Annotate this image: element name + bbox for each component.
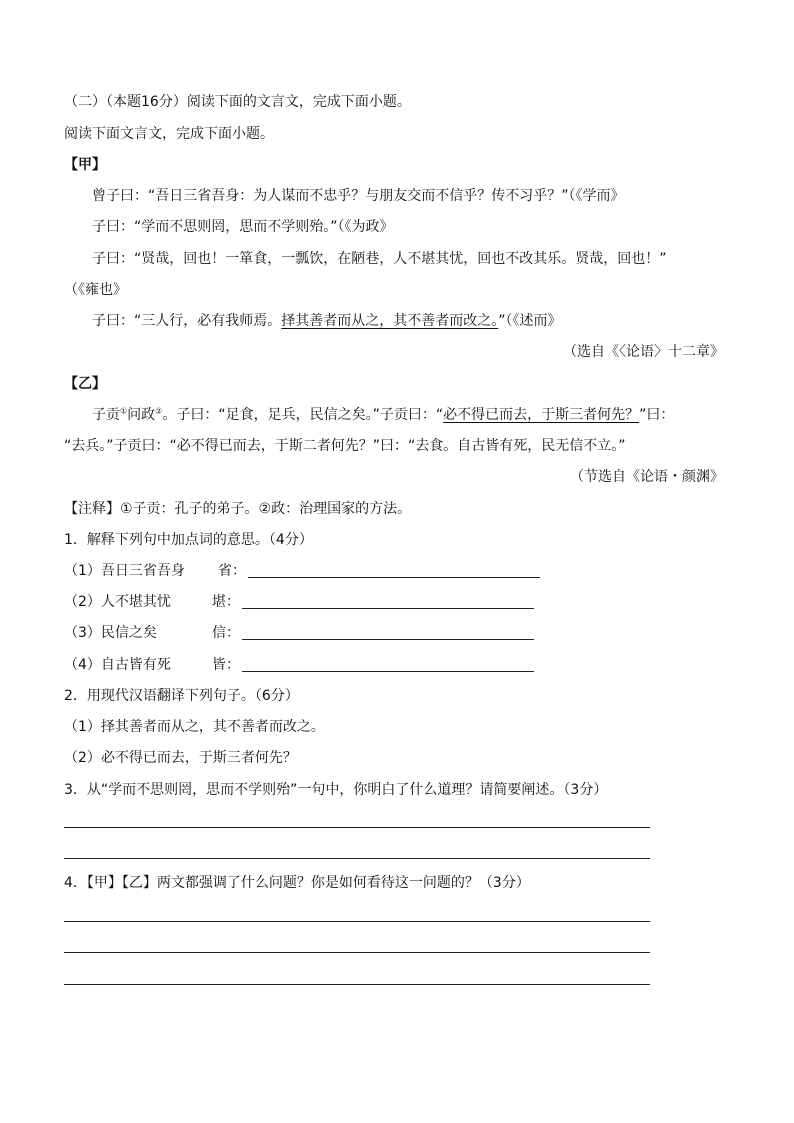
yi-l1-c: 。子曰：“足食，足兵，民信之矣。”子贡曰：“: [162, 407, 444, 423]
q1-item-number: （2）: [64, 594, 101, 610]
jia-p4-post: ”（《述而》: [498, 313, 562, 329]
q1-item-4: [64, 655, 171, 675]
jia-paragraph-4: [92, 311, 562, 331]
jia-p4-underlined-sentence: 择其善者而从之，其不善者而改之。: [281, 313, 499, 329]
jia-paragraph-3-line-1: 子曰：“贤哉，回也！一箪食，一瓢饮，在陋巷，人不堪其忧，回也不改其乐。贤哉，回也！”: [92, 251, 667, 267]
part-jia-label: 【甲】: [64, 157, 106, 173]
q1-item-number: （1）: [64, 563, 101, 579]
yi-l1-b: 问政: [127, 407, 156, 423]
q1-item-sentence: 人不堪其忧: [100, 594, 171, 610]
jia-p4-pre: 子曰：“三人行，必有我师焉。: [92, 313, 282, 329]
q1-answer-line-3[interactable]: [242, 639, 534, 640]
q3-answer-line-1[interactable]: [64, 827, 650, 828]
q2-item-1: （1）择其善者而从之，其不善者而改之。: [64, 719, 325, 735]
jia-source: （选自《〈论语〉十二章》: [563, 344, 724, 360]
notes: 【注释】①子贡：孔子的弟子。②政：治理国家的方法。: [64, 501, 412, 517]
q1-item-sentence: 自古皆有死: [100, 657, 171, 673]
section-header: （二）（本题16分）阅读下面的文言文，完成下面小题。: [64, 94, 411, 110]
q1-title: 1．解释下列句中加点词的意思。（4分）: [64, 532, 313, 548]
q1-answer-line-1[interactable]: [248, 577, 540, 578]
q1-item-3: [64, 623, 157, 643]
yi-line-2: “去兵。”子贡曰：“必不得已而去，于斯二者何先？”曰：“去食。自古皆有死，民无信不立。”: [64, 438, 626, 454]
q1-item-4-key: 皆：: [212, 657, 240, 673]
jia-paragraph-2: 子曰：“学而不思则罔，思而不学则殆。”（《为政》: [92, 219, 394, 235]
q4-answer-line-1[interactable]: [64, 921, 650, 922]
q4-answer-line-2[interactable]: [64, 952, 650, 953]
q4-title: 4．【甲】【乙】两文都强调了什么问题？你是如何看待这一问题的？（3分）: [64, 875, 530, 891]
q1-item-2: [64, 592, 171, 612]
yi-l1-d: ”曰：: [639, 407, 675, 423]
yi-source: （节选自《论语・颜渊》: [570, 469, 724, 485]
yi-line-1: [92, 405, 674, 425]
part-yi-label: 【乙】: [64, 376, 106, 392]
q3-title: 3．从“学而不思则罔，思而不学则殆”一句中，你明白了什么道理？请简要阐述。（3分）: [64, 782, 608, 798]
q1-item-1: [64, 561, 185, 581]
footnote-marker-2: ②: [155, 406, 163, 416]
yi-l1-a: 子贡: [92, 407, 120, 423]
q1-item-number: （4）: [64, 657, 101, 673]
q3-answer-line-2[interactable]: [64, 858, 650, 859]
q4-answer-line-3[interactable]: [64, 984, 650, 985]
footnote-marker-1: ①: [120, 406, 128, 416]
q1-item-1-key: 省：: [218, 563, 246, 579]
q1-item-3-key: 信：: [212, 625, 240, 641]
yi-underlined-sentence: 必不得已而去，于斯三者何先？: [443, 407, 640, 423]
instruction: 阅读下面文言文，完成下面小题。: [64, 126, 274, 142]
q2-item-2: （2）必不得已而去，于斯三者何先？: [64, 750, 297, 766]
q1-answer-line-2[interactable]: [242, 608, 534, 609]
q1-item-2-key: 堪：: [212, 594, 240, 610]
q1-answer-line-4[interactable]: [242, 671, 534, 672]
jia-paragraph-3-line-2: （《雍也》: [64, 282, 127, 298]
q1-item-number: （3）: [64, 625, 101, 641]
q1-item-sentence: 吾日三省吾身: [100, 563, 185, 579]
jia-paragraph-1: 曾子曰：“吾日三省吾身：为人谋而不忠乎？与朋友交而不信乎？传不习乎？”（《学而》: [92, 188, 625, 204]
q1-item-sentence: 民信之矣: [100, 625, 157, 641]
q2-title: 2．用现代汉语翻译下列句子。（6分）: [64, 688, 299, 704]
